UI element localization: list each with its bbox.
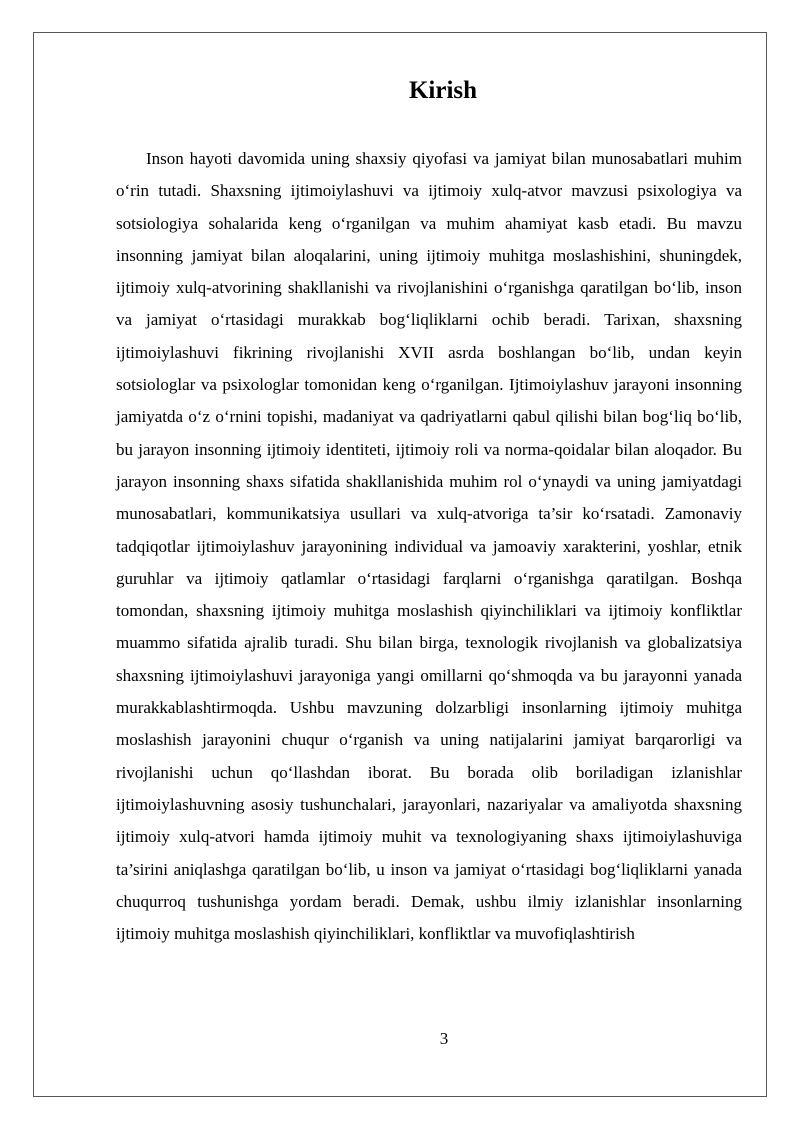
page-title: Kirish bbox=[408, 77, 478, 104]
body-paragraph: Inson hayoti davomida uning shaxsiy qiyofasi va jamiyat bilan munosabatlari muhim o‘rin tutadi. Shaxsning ijtimoiylashuvi va ijtimoiy xulq-atvor mavzusi psixologiya va sotsiologiya sohalarida keng o‘rganilgan va muhim ahamiyat kasb etadi. Bu mavzu insonning jamiyat bilan aloqalarini, uning ijtimoiy muhitga moslashishini, shuningdek, ijtimoiy xulq-atvorining shakllanishi va rivojlanishini o‘rganishga qaratilgan bo‘lib, inson va jamiyat o‘rtasidagi murakkab bog‘liqliklarni ochib beradi. Tarixan, shaxsning ijtimoiylashuvi fikrining rivojlanishi XVII asrda boshlangan bo‘lib, undan keyin sotsiologlar va psixologlar tomonidan keng o‘rganilgan. Ijtimoiylashuv jarayoni insonning jamiyatda o‘z o‘rnini topishi, madaniyat va qadriyatlarni qabul qilishi bilan bog‘liq bo‘lib, bu jarayon insonning ijtimoiy identiteti, ijtimoiy roli va norma-qoidalar bilan aloqador. Bu jarayon insonning shaxs sifatida shakllanishida muhim rol o‘ynaydi va uning jamiyatdagi munosabatlari, kommunikatsiya usullari va xulq-atvoriga ta’sir ko‘rsatadi. Zamonaviy tadqiqotlar ijtimoiylashuv jarayonining individual va jamoaviy xarakterini, yoshlar, etnik guruhlar va ijtimoiy qatlamlar o‘rtasidagi farqlarni o‘rganishga qaratilgan. Boshqa tomondan, shaxsning ijtimoiy muhitga moslashish qiyinchiliklari va ijtimoiy konfliktlar muammo sifatida ajralib turadi. Shu bilan birga, texnologik rivojlanish va globalizatsiya shaxsning ijtimoiylashuvi jarayoniga yangi omillarni qo‘shmoqda va bu jarayonni yanada murakkablashtirmoqda. Ushbu mavzuning dolzarbligi insonlarning ijtimoiy muhitga moslashish jarayonini chuqur o‘rganish va uning natijalarini jamiyat barqarorligi va rivojlanishi uchun qo‘llashdan iborat. Bu borada olib boriladigan izlanishlar ijtimoiylashuvning asosiy tushunchalari, jarayonlari, nazariyalar va amaliyotda shaxsning ijtimoiy xulq-atvori hamda ijtimoiy muhit va texnologiyaning shaxs ijtimoiylashuviga ta’sirini aniqlashga qaratilgan bo‘lib, u inson va jamiyat o‘rtasidagi bog‘liqliklarni yanada chuqurroq tushunishga yordam beradi. Demak, ushbu ilmiy izlanishlar insonlarning ijtimoiy muhitga moslashish qiyinchiliklari, konfliktlar va muvofiqlashtirish bbox=[116, 149, 742, 944]
page-number: 3 bbox=[439, 1029, 449, 1048]
